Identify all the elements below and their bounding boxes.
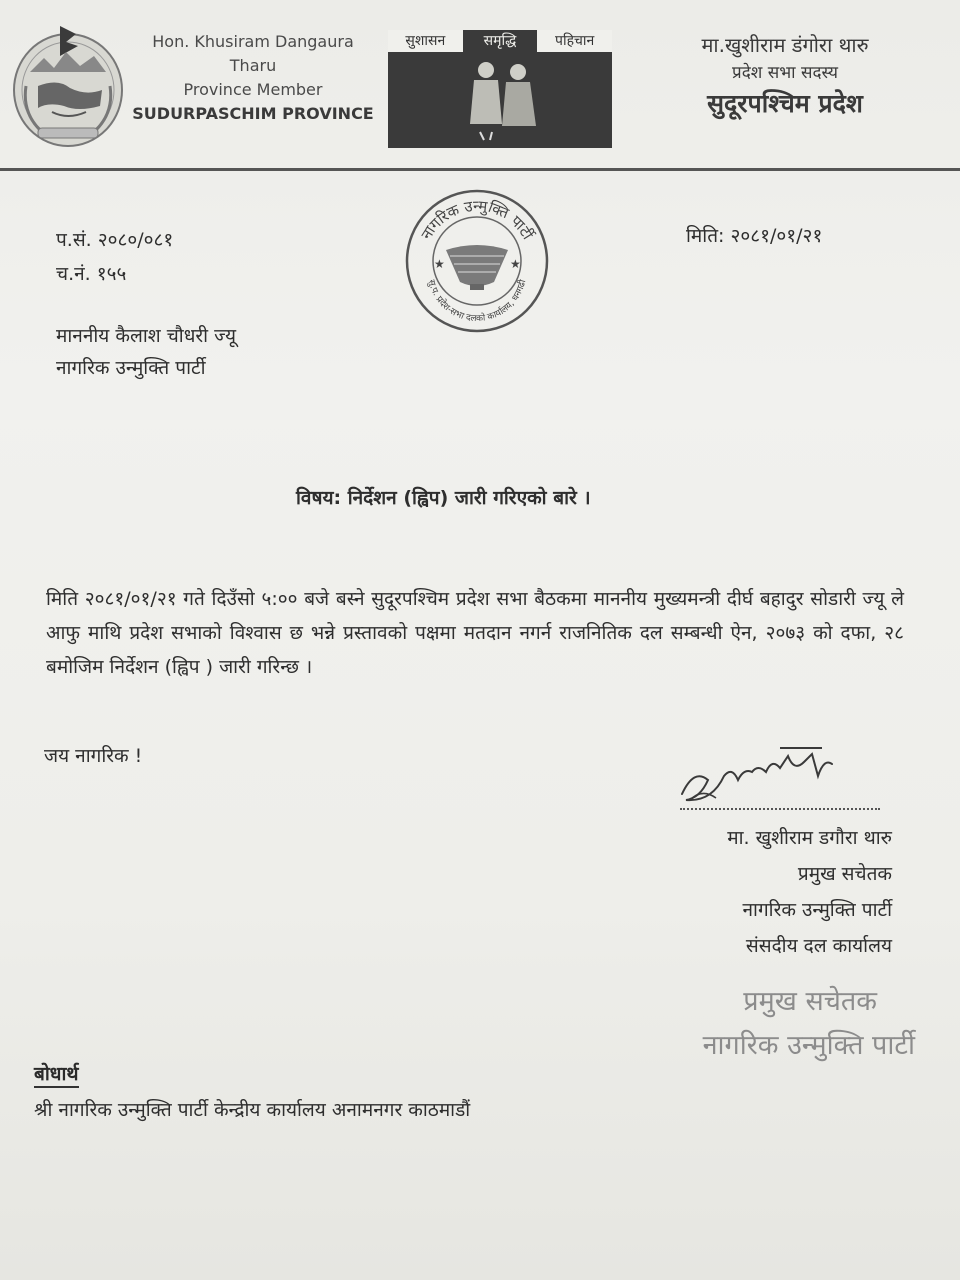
closing-salutation: जय नागरिक !	[44, 745, 143, 767]
member-name-en: Hon. Khusiram Dangaura Tharu	[152, 32, 354, 75]
banner-slogan-3: पहिचान	[537, 30, 612, 52]
province-name-en: SUDURPASCHIM PROVINCE	[132, 104, 374, 123]
member-name-np: मा.खुशीराम डंगोरा थारु	[701, 33, 869, 57]
english-letterhead	[128, 30, 378, 126]
handwritten-signature	[672, 728, 852, 810]
addressee-name: माननीय कैलाश चौधरी ज्यू	[56, 325, 236, 347]
banner-photo	[388, 30, 612, 148]
signatory-name: मा. खुशीराम डगौरा थारु	[727, 827, 892, 849]
member-position-en: Province Member	[183, 80, 323, 99]
banner-slogans	[388, 30, 612, 52]
signature-line	[680, 808, 880, 810]
seal-top-text: नागरिक उन्मुक्ति पार्टी	[417, 196, 537, 243]
chalani-number: च.नं. १५५	[56, 263, 127, 285]
nepali-letterhead	[640, 30, 930, 122]
banner-slogan-1: सुशासन	[388, 30, 463, 52]
addressee-party: नागरिक उन्मुक्ति पार्टी	[56, 357, 206, 379]
party-seal-icon	[402, 186, 552, 336]
banner-slogan-2: समृद्धि	[463, 30, 538, 52]
signatory-block	[600, 820, 892, 964]
letter-date: मिति: २०८१/०१/२१	[686, 225, 823, 247]
signatory-office: संसदीय दल कार्यालय	[745, 935, 892, 957]
rubber-stamp-line1: प्रमुख सचेतक	[743, 986, 877, 1017]
svg-text:★: ★	[434, 257, 445, 271]
patra-sankhya: प.सं. २०८०/०८१	[56, 229, 174, 251]
subject-line: विषय: निर्देशन (ह्विप) जारी गरिएको बारे ।	[296, 487, 591, 509]
nepal-emblem-icon	[8, 16, 126, 148]
cc-label: बोधार्थ	[34, 1062, 79, 1088]
rubber-stamp	[640, 980, 915, 1068]
cc-recipient: श्री नागरिक उन्मुक्ति पार्टी केन्द्रीय कार्यालय अनामनगर काठमाडौं	[34, 1099, 471, 1121]
member-position-np: प्रदेश सभा सदस्य	[732, 63, 838, 83]
signatory-party: नागरिक उन्मुक्ति पार्टी	[742, 899, 892, 921]
seal-bottom-text: सु.प. प्रदेश-सभा दलको कार्यालय, धनगढी	[425, 278, 529, 325]
signatory-title: प्रमुख सचेतक	[797, 863, 892, 885]
rubber-stamp-line2: नागरिक उन्मुक्ति पार्टी	[702, 1030, 915, 1061]
figures-illustration-icon	[458, 54, 548, 146]
body-paragraph: मिति २०८१/०१/२१ गते दिउँसो ५:०० बजे बस्ने सुदूरपश्चिम प्रदेश सभा बैठकमा माननीय मुख्यमन्त्री दीर्घ बहादुर सोडारी ज्यू ले आफु माथि प्रदेश सभाको विश्वास छ भन्ने प्रस्तावको पक्षमा मतदान नगर्न राजनितिक दल सम्बन्धी ऐन, २०७३ को दफा, २८ बमोजिम निर्देशन (ह्विप ) जारी गरिन्छ ।	[46, 588, 904, 678]
province-name-np: सुदूरपश्चिम प्रदेश	[707, 89, 863, 118]
svg-text:★: ★	[510, 257, 521, 271]
header-divider	[0, 168, 960, 171]
